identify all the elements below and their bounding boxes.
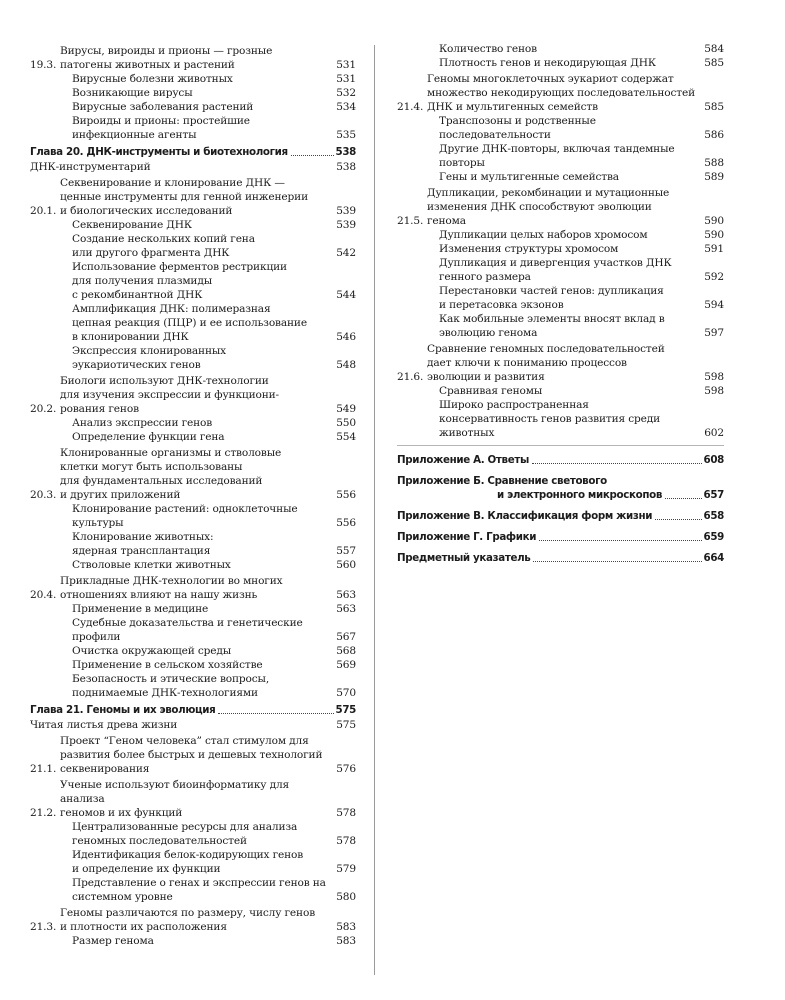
- section-number: 21.2.: [30, 807, 57, 819]
- subsection-entry[interactable]: [397, 242, 724, 256]
- subsection-entry[interactable]: [30, 344, 356, 372]
- entry-title: Определение функции гена: [72, 431, 225, 443]
- page-number: 598: [704, 371, 724, 383]
- page-number: 602: [704, 427, 724, 439]
- page-number: 592: [704, 271, 724, 283]
- subsection-entry[interactable]: [397, 398, 724, 440]
- page-number: 556: [336, 517, 356, 529]
- subsection-entry[interactable]: [30, 876, 356, 904]
- section-entry[interactable]: [30, 176, 356, 218]
- subsection-entry[interactable]: [30, 602, 356, 616]
- page-number: 544: [336, 289, 356, 301]
- page-number: 585: [704, 101, 724, 113]
- entry-title: Гены и мультигенные семейства: [439, 171, 619, 183]
- subsection-entry[interactable]: [30, 558, 356, 572]
- page-number: 588: [704, 157, 724, 169]
- page-number: 658: [703, 510, 724, 522]
- page-number: 531: [336, 59, 356, 71]
- entry-title: Сравнение геномных последовательностей дает ключи к пониманию процессов эволюции и развития: [427, 343, 665, 383]
- page-number: 568: [336, 645, 356, 657]
- page-number: 584: [704, 43, 724, 55]
- subsection-entry[interactable]: [30, 260, 356, 302]
- entry-title: Изменения структуры хромосом: [439, 243, 619, 255]
- subsection-entry[interactable]: [30, 72, 356, 86]
- page-number: 586: [704, 129, 724, 141]
- entry-title: Экспрессия клонированных эукариотических генов: [72, 345, 226, 371]
- dot-leader: [218, 713, 333, 714]
- dot-leader: [291, 155, 334, 156]
- subsection-entry[interactable]: [30, 502, 356, 530]
- appendix-title: Приложение Б. Сравнение светового: [397, 475, 607, 487]
- entry-title: Геномы различаются по размеру, числу генов и плотности их расположения: [60, 907, 316, 933]
- subsection-entry[interactable]: [397, 170, 724, 184]
- page-number: 597: [704, 327, 724, 339]
- subsection-entry[interactable]: [30, 644, 356, 658]
- page-number: 542: [336, 247, 356, 259]
- entry-title: Секвенирование и клонирование ДНК — ценные инструменты для генной инженерии и биологических исследований: [60, 177, 309, 217]
- entry-title: Амплификация ДНК: полимеразная цепная реакция (ПЦР) и ее использование в клонировании ДНК: [72, 303, 307, 343]
- appendix-entry[interactable]: [397, 530, 724, 544]
- dot-leader: [655, 519, 701, 520]
- entry-title: Секвенирование ДНК: [72, 219, 192, 231]
- index-entry[interactable]: [397, 551, 724, 565]
- subsection-entry[interactable]: [30, 934, 356, 948]
- section-entry[interactable]: [30, 574, 356, 602]
- entry-title: Плотность генов и некодирующая ДНК: [439, 57, 656, 69]
- intro-entry[interactable]: [30, 718, 356, 732]
- page-number: 590: [704, 215, 724, 227]
- section-entry[interactable]: [30, 778, 356, 820]
- entry-title: Клонирование животных: ядерная трансплантация: [72, 531, 214, 557]
- page-number: 567: [336, 631, 356, 643]
- section-number: 20.1.: [30, 205, 57, 217]
- entry-title: Централизованные ресурсы для анализа геномных последовательностей: [72, 821, 298, 847]
- appendix-title: Приложение Г. Графики: [397, 531, 537, 543]
- subsection-entry[interactable]: [30, 672, 356, 700]
- subsection-entry[interactable]: [397, 228, 724, 242]
- subsection-entry[interactable]: [397, 42, 724, 56]
- page-number: 575: [335, 704, 356, 716]
- page-number: 550: [336, 417, 356, 429]
- appendix-title: Приложение А. Ответы: [397, 454, 529, 466]
- subsection-entry[interactable]: [397, 56, 724, 70]
- page-number: 539: [336, 205, 356, 217]
- subsection-entry[interactable]: [30, 100, 356, 114]
- chapter-entry[interactable]: [30, 145, 356, 159]
- page-number: 583: [336, 921, 356, 933]
- page-number: 578: [336, 807, 356, 819]
- entry-title: Судебные доказательства и генетические профили: [72, 617, 303, 643]
- subsection-entry[interactable]: [30, 232, 356, 260]
- entry-title: Перестановки частей генов: дупликация и перетасовка экзонов: [439, 285, 664, 311]
- section-entry[interactable]: [397, 342, 724, 384]
- page-number: 583: [336, 935, 356, 947]
- page-number: 546: [336, 331, 356, 343]
- appendix-title-line2: и электронного микроскопов: [497, 489, 663, 501]
- appendix-entry[interactable]: [397, 474, 724, 502]
- chapter-title: Глава 21. Геномы и их эволюция: [30, 704, 216, 716]
- section-number: 19.3.: [30, 59, 57, 71]
- subsection-entry[interactable]: [397, 114, 724, 142]
- section-number: 21.3.: [30, 921, 57, 933]
- section-rule: [397, 445, 724, 446]
- entry-title: Анализ экспрессии генов: [72, 417, 213, 429]
- entry-title: Ученые используют биоинформатику для анализа геномов и их функций: [60, 779, 290, 819]
- toc-left-column: [30, 42, 356, 948]
- subsection-entry[interactable]: [30, 86, 356, 100]
- page-number: 532: [336, 87, 356, 99]
- entry-title: Очистка окружающей среды: [72, 645, 232, 657]
- subsection-entry[interactable]: [30, 848, 356, 876]
- page-number: 591: [704, 243, 724, 255]
- entry-title: Клонированные организмы и стволовые клетки могут быть использованы для фундаментальных исследований и других приложений: [60, 447, 282, 501]
- page-number: 657: [703, 489, 724, 501]
- subsection-entry[interactable]: [397, 312, 724, 340]
- page-number: 608: [703, 454, 724, 466]
- subsection-entry[interactable]: [30, 530, 356, 558]
- column-divider: [374, 45, 375, 975]
- entry-title: Вирусные заболевания растений: [72, 101, 254, 113]
- entry-title: Вироиды и прионы: простейшие инфекционные агенты: [72, 115, 250, 141]
- entry-title: Широко распространенная консервативность генов развития среди животных: [439, 399, 661, 439]
- page-number: 563: [336, 589, 356, 601]
- subsection-entry[interactable]: [30, 658, 356, 672]
- section-number: 21.5.: [397, 215, 424, 227]
- page-number: 557: [336, 545, 356, 557]
- page-number: 535: [336, 129, 356, 141]
- entry-title: Другие ДНК-повторы, включая тандемные повторы: [439, 143, 675, 169]
- entry-title: Биологи используют ДНК-технологии для изучения экспрессии и функциони- рования генов: [60, 375, 279, 415]
- section-entry[interactable]: [397, 186, 724, 228]
- subsection-entry[interactable]: [397, 384, 724, 398]
- subsection-entry[interactable]: [397, 142, 724, 170]
- entry-title: Представление о генах и экспрессии генов на системном уровне: [72, 877, 326, 903]
- subsection-entry[interactable]: [30, 416, 356, 430]
- page-number: 531: [336, 73, 356, 85]
- appendix-title: Приложение В. Классификация форм жизни: [397, 510, 653, 522]
- entry-title: Идентификация белок-кодирующих генов и определение их функции: [72, 849, 304, 875]
- page-number: 538: [336, 161, 356, 173]
- subsection-entry[interactable]: [30, 218, 356, 232]
- entry-title: Проект “Геном человека” стал стимулом для развития более быстрых и дешевых технологий секвенирования: [60, 735, 323, 775]
- page-number: 664: [703, 552, 724, 564]
- subsection-entry[interactable]: [30, 616, 356, 644]
- subsection-entry[interactable]: [397, 284, 724, 312]
- section-number: 21.4.: [397, 101, 424, 113]
- subsection-entry[interactable]: [30, 114, 356, 142]
- entry-title: Размер генома: [72, 935, 154, 947]
- page-number: 534: [336, 101, 356, 113]
- entry-title: Клонирование растений: одноклеточные культуры: [72, 503, 298, 529]
- page-number: 589: [704, 171, 724, 183]
- page-number: 578: [336, 835, 356, 847]
- page-number: 539: [336, 219, 356, 231]
- page-number: 563: [336, 603, 356, 615]
- entry-title: Прикладные ДНК-технологии во многих отношениях влияют на нашу жизнь: [60, 575, 283, 601]
- page-number: 575: [336, 719, 356, 731]
- page-number: 598: [704, 385, 724, 397]
- page-number: 580: [336, 891, 356, 903]
- appendix-title-continued: [397, 488, 724, 502]
- entry-title: Вирусы, вироиды и прионы — грозные патогены животных и растений: [60, 45, 273, 71]
- page-number: 556: [336, 489, 356, 501]
- page-number: 569: [336, 659, 356, 671]
- appendix-entry[interactable]: [397, 453, 724, 467]
- page-number: 570: [336, 687, 356, 699]
- section-entry[interactable]: [30, 44, 356, 72]
- entry-title: Возникающие вирусы: [72, 87, 193, 99]
- section-entry[interactable]: [30, 734, 356, 776]
- section-number: 20.2.: [30, 403, 57, 415]
- entry-title: ДНК-инструментарий: [30, 161, 151, 173]
- section-entry[interactable]: [30, 906, 356, 934]
- section-entry[interactable]: [30, 446, 356, 502]
- entry-title: Количество генов: [439, 43, 537, 55]
- chapter-title: Глава 20. ДНК-инструменты и биотехнология: [30, 146, 288, 158]
- entry-title: Дупликации целых наборов хромосом: [439, 229, 648, 241]
- entry-title: Транспозоны и родственные последовательности: [439, 115, 596, 141]
- entry-title: Дупликации, рекомбинации и мутационные изменения ДНК способствуют эволюции генома: [427, 187, 670, 227]
- page-number: 538: [335, 146, 356, 158]
- page-number: 554: [336, 431, 356, 443]
- intro-entry[interactable]: [30, 160, 356, 174]
- page-number: 548: [336, 359, 356, 371]
- subsection-entry[interactable]: [30, 820, 356, 848]
- appendix-entry[interactable]: [397, 509, 724, 523]
- section-number: 20.4.: [30, 589, 57, 601]
- dot-leader: [533, 561, 701, 562]
- entry-title: Использование ферментов рестрикции для получения плазмиды с рекомбинантной ДНК: [72, 261, 287, 301]
- entry-title: Безопасность и этические вопросы, поднимаемые ДНК-технологиями: [72, 673, 270, 699]
- page-number: 549: [336, 403, 356, 415]
- dot-leader: [539, 540, 701, 541]
- entry-title: Применение в медицине: [72, 603, 209, 615]
- section-number: 20.3.: [30, 489, 57, 501]
- section-entry[interactable]: [30, 374, 356, 416]
- appendix-title: Предметный указатель: [397, 552, 531, 564]
- dot-leader: [665, 498, 702, 499]
- page-number: 579: [336, 863, 356, 875]
- entry-title: Применение в сельском хозяйстве: [72, 659, 263, 671]
- section-entry[interactable]: [397, 72, 724, 114]
- page-number: 585: [704, 57, 724, 69]
- subsection-entry[interactable]: [397, 256, 724, 284]
- entry-title: Сравнивая геномы: [439, 385, 543, 397]
- entry-title: Геномы многоклеточных эукариот содержат множество некодирующих последовательностей ДНК и мультигенных семейств: [427, 73, 696, 113]
- toc-right-column: [397, 42, 724, 565]
- section-number: 21.6.: [397, 371, 424, 383]
- section-number: 21.1.: [30, 763, 57, 775]
- subsection-entry[interactable]: [30, 430, 356, 444]
- entry-title: Стволовые клетки животных: [72, 559, 231, 571]
- entry-title: Дупликация и дивергенция участков ДНК генного размера: [439, 257, 672, 283]
- entry-title: Как мобильные элементы вносят вклад в эволюцию генома: [439, 313, 665, 339]
- entry-title: Вирусные болезни животных: [72, 73, 233, 85]
- page-number: 560: [336, 559, 356, 571]
- entry-title: Читая листья древа жизни: [30, 719, 178, 731]
- page-number: 594: [704, 299, 724, 311]
- subsection-entry[interactable]: [30, 302, 356, 344]
- page-number: 576: [336, 763, 356, 775]
- page-number: 659: [703, 531, 724, 543]
- entry-title: Создание нескольких копий гена или другого фрагмента ДНК: [72, 233, 255, 259]
- chapter-entry[interactable]: [30, 703, 356, 717]
- page-number: 590: [704, 229, 724, 241]
- dot-leader: [532, 463, 702, 464]
